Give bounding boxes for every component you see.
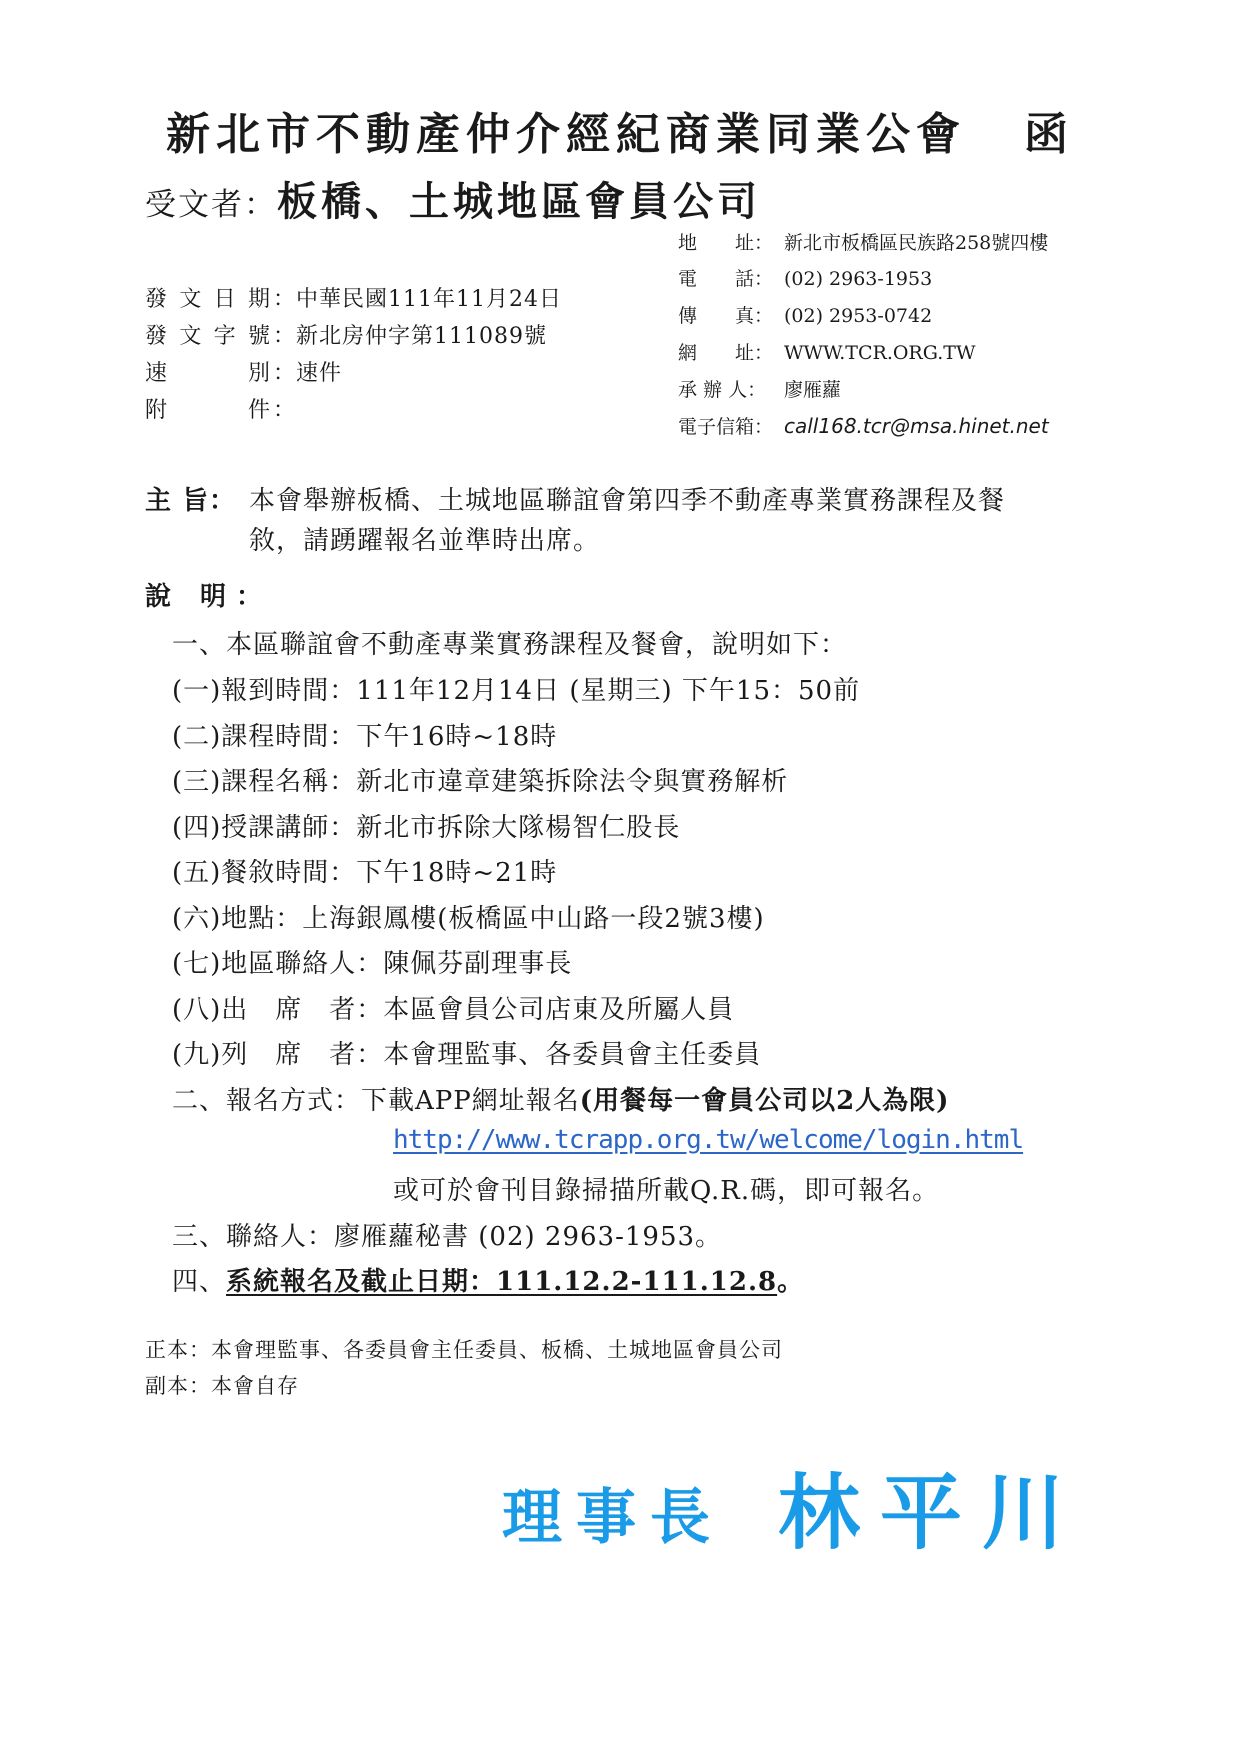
website-label: 網 址： — [678, 342, 774, 364]
contact-fax — [678, 301, 932, 328]
meta-speed: 速別：速件 — [145, 356, 342, 387]
number-value: 新北房仲字第111089號 — [296, 324, 547, 349]
recipient-value: 板橋、土城地區會員公司 — [277, 178, 761, 225]
org-name: 新北市不動產仲介經紀商業同業公會 — [166, 109, 966, 160]
registration-note: (用餐每一會員公司以2人為限) — [579, 1086, 950, 1116]
doc-type: 函 — [1024, 109, 1074, 160]
subject-label: 主 旨： — [145, 486, 237, 516]
subject-line-2: 敘，請踴躍報名並準時出席。 — [249, 526, 601, 556]
explanation-item-7: (七)地區聯絡人：陳佩芬副理事長 — [172, 949, 573, 979]
date-value: 中華民國111年11月24日 — [296, 287, 562, 312]
contact-person: 三、聯絡人：廖雁蘿秘書 (02) 2963-1953。 — [172, 1222, 723, 1252]
speed-label: 速別 — [145, 361, 271, 386]
phone-label: 電 話： — [678, 268, 774, 290]
explanation-item-3: (三)課程名稱：新北市違章建築拆除法令與實務解析 — [172, 767, 789, 797]
recipient-line — [145, 170, 761, 227]
deadline-line — [172, 1261, 804, 1298]
explanation-intro: 一、本區聯誼會不動產專業實務課程及餐會，說明如下： — [172, 630, 848, 660]
registration-method — [172, 1080, 949, 1117]
registration-alt: 或可於會刊目錄掃描所載Q.R.碼，即可報名。 — [393, 1176, 940, 1206]
deadline-suffix: 。 — [777, 1267, 805, 1297]
handler-value: 廖雁蘿 — [784, 379, 842, 401]
meta-number: 發文字號：新北房仲字第111089號 — [145, 319, 547, 350]
handler-label: 承 辦 人： — [678, 379, 767, 401]
email-label: 電子信箱： — [678, 416, 774, 438]
recipient-label: 受文者： — [145, 187, 277, 223]
distribution-original: 正本：本會理監事、各委員會主任委員、板橋、土城地區會員公司 — [145, 1338, 783, 1362]
number-label: 發文字號 — [145, 324, 271, 349]
signature-title: 理事長 — [502, 1483, 724, 1553]
fax-value: (02) 2953-0742 — [784, 305, 933, 327]
contact-phone — [678, 264, 932, 291]
fax-label: 傳 真： — [678, 305, 774, 327]
contact-email — [678, 412, 1049, 439]
meta-attachment: 附件： — [145, 393, 296, 424]
registration-url-link[interactable]: http://www.tcrapp.org.tw/welcome/login.html — [393, 1125, 1024, 1155]
explanation-item-6: (六)地點：上海銀鳳樓(板橋區中山路一段2號3樓) — [172, 904, 765, 934]
registration-prefix: 二、報名方式：下載APP網址報名 — [172, 1086, 580, 1116]
explanation-item-1: (一)報到時間：111年12月14日 (星期三) 下午15：50前 — [172, 676, 861, 706]
explanation-item-9: (九)列 席 者：本會理監事、各委員會主任委員 — [172, 1040, 762, 1070]
explanation-item-8: (八)出 席 者：本區會員公司店東及所屬人員 — [172, 995, 735, 1025]
phone-value: (02) 2963-1953 — [784, 268, 933, 290]
date-label: 發文日期 — [145, 287, 271, 312]
signature-name: 林平川 — [778, 1466, 1085, 1561]
deadline-label: 系統報名及截止日期：111.12.2-111.12.8 — [226, 1267, 778, 1297]
subject-line-1: 本會舉辦板橋、土城地區聯誼會第四季不動產專業實務課程及餐 — [249, 486, 1006, 516]
distribution-copy: 副本：本會自存 — [145, 1374, 299, 1398]
deadline-prefix: 四、 — [172, 1267, 227, 1297]
address-value: 新北市板橋區民族路258號四樓 — [784, 232, 1049, 254]
attachment-label: 附件 — [145, 398, 271, 423]
website-value: WWW.TCR.ORG.TW — [784, 342, 976, 364]
explanation-item-4: (四)授課講師：新北市拆除大隊楊智仁股長 — [172, 813, 681, 843]
meta-date: 發文日期：中華民國111年11月24日 — [145, 282, 562, 313]
email-value: call168.tcr@msa.hinet.net — [784, 414, 1049, 438]
contact-address — [678, 228, 1048, 255]
speed-value: 速件 — [296, 361, 343, 386]
subject-block — [145, 481, 1005, 561]
registration-url-line — [393, 1125, 1023, 1155]
explanation-item-2: (二)課程時間：下午16時~18時 — [172, 722, 558, 752]
explanation-label: 說 明： — [145, 582, 273, 612]
contact-handler — [678, 375, 841, 402]
document-title — [0, 98, 1240, 162]
contact-website — [678, 338, 975, 365]
address-label: 地 址： — [678, 232, 774, 254]
explanation-item-5: (五)餐敘時間：下午18時~21時 — [172, 858, 558, 888]
